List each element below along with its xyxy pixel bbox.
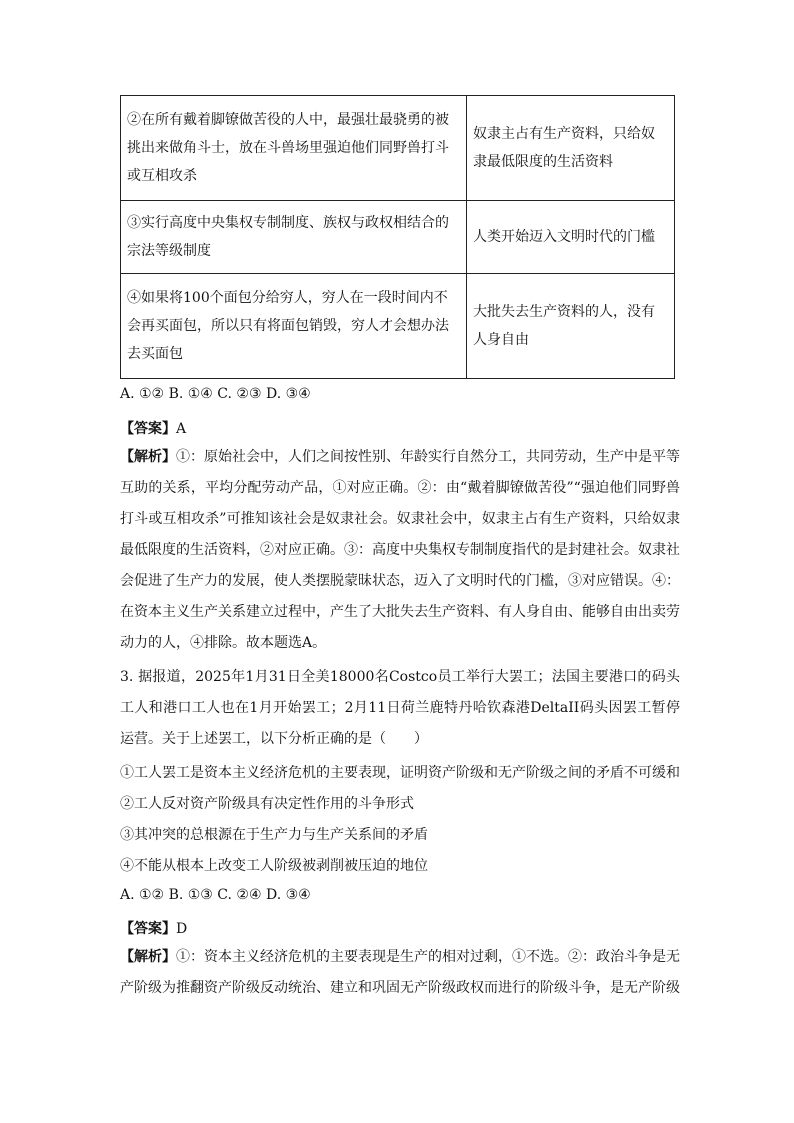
q3-analysis (120, 942, 680, 1004)
table-cell-description: ④如果将100个面包分给穷人，穷人在一段时间内不会再买面包，所以只有将面包销毁，穷人才会想办法去买面包 (121, 274, 467, 379)
q3-options: A. ①② B. ①③ C. ②④ D. ③④ (120, 887, 311, 903)
q3-answer (120, 918, 680, 938)
answer-value: D (176, 921, 188, 937)
table-cell-feature: 大批失去生产资料的人，没有人身自由 (467, 274, 675, 379)
analysis-text: ①：资本主义经济危机的主要表现是生产的相对过剩，①不选。②：政治斗争是无产阶级为推翻资产阶级反动统治、建立和巩固无产阶级政权而进行的阶级斗争，是无产阶级 (120, 949, 680, 996)
answer-value: A (176, 421, 187, 437)
q3-item-4: ④不能从根本上改变工人阶级被剥削被压迫的地位 (120, 858, 428, 874)
analysis-tag: 【解析】 (120, 949, 176, 965)
answer-tag: 【答案】 (120, 921, 176, 937)
table-row (121, 96, 675, 201)
q3-stem: 3. 据报道，2025年1月31日全美18000名Costco员工举行大罢工；法国主要港口的码头工人和港口工人也在1月开始罢工；2月11日荷兰鹿特丹哈钦森港DeltaII码头因罢工暂停运营。关于上述罢工，以下分析正确的是（ ） (120, 669, 680, 747)
table-row (121, 274, 675, 379)
q2-answer (120, 418, 680, 438)
matching-table (120, 95, 675, 379)
table-row (121, 201, 675, 274)
q3-item-2: ②工人反对资产阶级具有决定性作用的斗争形式 (120, 796, 414, 812)
table-cell-description: ②在所有戴着脚镣做苦役的人中，最强壮最骁勇的被挑出来做角斗士，放在斗兽场里强迫他们同野兽打斗或互相攻杀 (121, 96, 467, 201)
table-cell-feature: 奴隶主占有生产资料，只给奴隶最低限度的生活资料 (467, 96, 675, 201)
table-cell-feature: 人类开始迈入文明时代的门槛 (467, 201, 675, 274)
answer-tag: 【答案】 (120, 421, 176, 437)
q3-item-1: ①工人罢工是资本主义经济危机的主要表现，证明资产阶级和无产阶级之间的矛盾不可缓和 (120, 765, 680, 781)
table-cell-description: ③实行高度中央集权专制制度、族权与政权相结合的宗法等级制度 (121, 201, 467, 274)
q3-item-3: ③其冲突的总根源在于生产力与生产关系间的矛盾 (120, 827, 428, 843)
q2-options: A. ①② B. ①④ C. ②③ D. ③④ (120, 386, 311, 402)
analysis-text: ①：原始社会中，人们之间按性别、年龄实行自然分工，共同劳动，生产中是平等互助的关系，平均分配劳动产品，①对应正确。②：由“戴着脚镣做苦役”“强迫他们同野兽打斗或互相攻杀”可推知该社会是奴隶社会。奴隶社会中，奴隶主占有生产资料，只给奴隶最低限度的生活资料，②对应正确。③：高度中央集权专制制度指代的是封建社会。奴隶社会促进了生产力的发展，使人类摆脱蒙昧状态，迈入了文明时代的门槛，③对应错误。④：在资本主义生产关系建立过程中，产生了大批失去生产资料、有人身自由、能够自由出卖劳动力的人，④排除。故本题选A。 (120, 449, 680, 651)
q2-analysis (120, 442, 680, 659)
analysis-tag: 【解析】 (120, 449, 176, 465)
